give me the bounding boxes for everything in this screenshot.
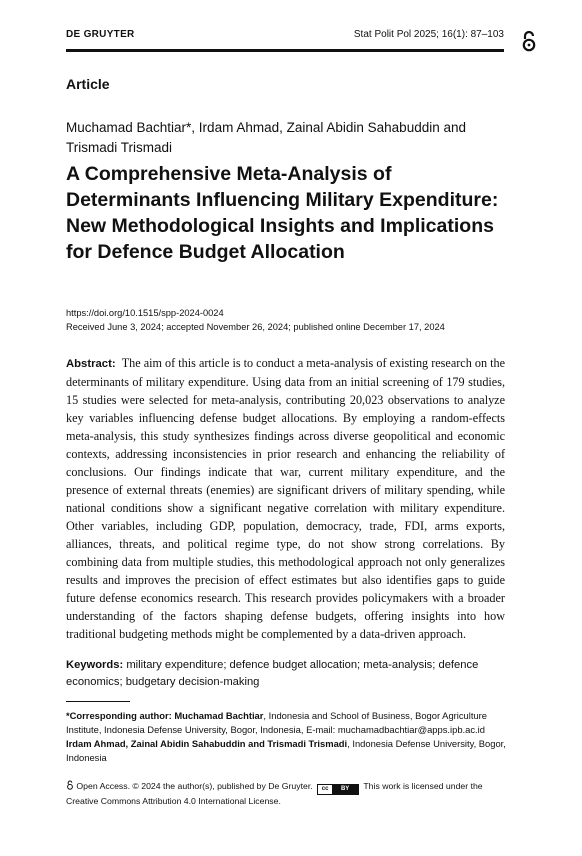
license-statement	[66, 780, 506, 808]
other-authors-affiliation: , Indonesia Defense University, Bogor, Indonesia	[66, 738, 506, 763]
article-type: Article	[66, 76, 110, 92]
cc-badge-text: cc	[318, 785, 332, 794]
doi-link[interactable]: https://doi.org/10.1515/spp-2024-0024	[66, 308, 224, 318]
other-authors-label: Irdam Ahmad, Zainal Abidin Sahabuddin and Trismadi Trismadi	[66, 738, 348, 749]
keywords-label: Keywords:	[66, 659, 124, 671]
article-title: A Comprehensive Meta-Analysis of Determinants Influencing Military Expenditure: New Methodological Insights and Implications for Defence Budget Allocation	[66, 163, 499, 263]
cc-by-badge[interactable]	[317, 784, 359, 795]
running-header	[66, 29, 504, 43]
keywords-text: military expenditure; defence budget allocation; meta-analysis; defence economics; budgetary decision-making	[66, 659, 479, 688]
publisher-name: DE GRUYTER	[66, 29, 135, 40]
publication-dates: Received June 3, 2024; accepted November 26, 2024; published online December 17, 2024	[66, 322, 445, 332]
open-access-small-icon	[66, 780, 74, 790]
footnote-rule	[66, 701, 130, 702]
by-badge-text: BY	[332, 785, 358, 794]
author-list: Muchamad Bachtiar*, Irdam Ahmad, Zainal Abidin Sahabuddin and Trismadi Trismadi	[66, 120, 466, 155]
keywords	[66, 657, 506, 691]
license-suffix: This work is licensed under the Creative Commons Attribution 4.0 International License.	[66, 781, 483, 806]
journal-citation: Stat Polit Pol 2025; 16(1): 87–103	[353, 29, 504, 40]
license-prefix: Open Access. © 2024 the author(s), published by De Gruyter.	[76, 781, 313, 791]
author-footnote	[66, 709, 506, 765]
open-access-icon	[520, 30, 538, 52]
abstract-text: The aim of this article is to conduct a meta-analysis of existing research on the determinants of military expenditure. Using data from an initial screening of 179 studies, 15 studies were selected for meta-analysis, contributing 20,023 observations to analyze key variables influencing defense budget allocations. By employing a random-effects meta-analysis, this study synthesizes findings across diverse geopolitical and economic contexts, addressing inconsistencies in prior research and enhancing the reliability of conclusions. Our findings indicate that war, current military expenditure, and the presence of external threats (enemies) are significant drivers of military spending, while national conditions show a significant negative correlation with military expenditure. Other variables, including GDP, population, democracy, trade, FDI, arms exports, alliances, threats, and political regime type, do not show strong correlations. By combining data from multiple studies, this methodological approach not only generalizes results and improves the precision of effect estimates but also identifies gaps to guide future defense economics research. This research provides policymakers with a broader understanding of the factors shaping defense budgets, offering insights into how traditional budgeting methods might be complemented by a data-driven approach.	[66, 356, 505, 641]
header-rule	[66, 49, 504, 52]
abstract	[66, 354, 505, 643]
abstract-label: Abstract:	[66, 358, 116, 370]
corresponding-author-affiliation: , Indonesia and School of Business, Bogor Agriculture Institute, Indonesia Defense University, Bogor, Indonesia, E-mail: muchamadbachtiar@apps.ipb.ac.id	[66, 710, 487, 735]
corresponding-author-label: *Corresponding author: Muchamad Bachtiar	[66, 710, 264, 721]
